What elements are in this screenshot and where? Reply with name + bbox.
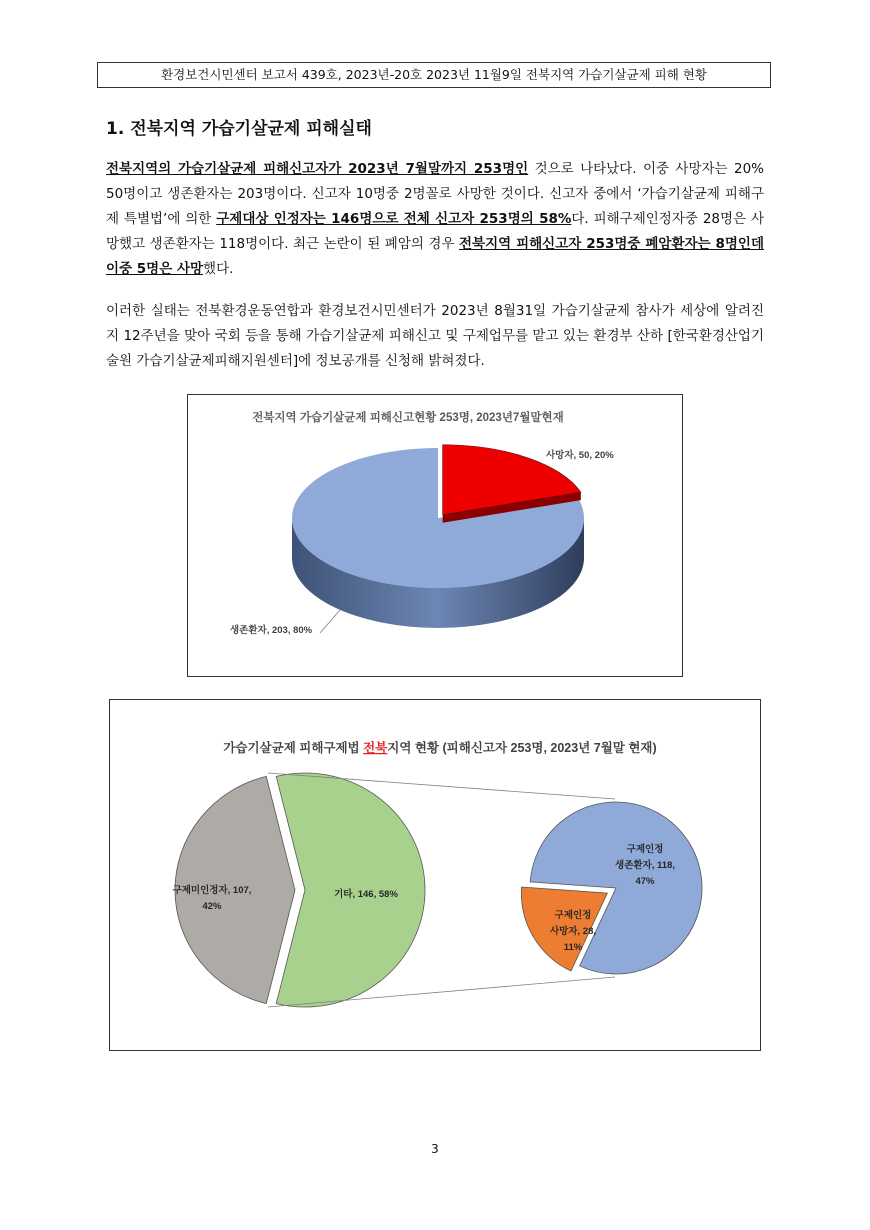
chart-title: 전북지역 가습기살균제 피해신고현황 253명, 2023년7월말현재	[252, 412, 564, 424]
section-title: 1. 전북지역 가습기살균제 피해실태	[106, 119, 372, 139]
pie-chart-reports	[187, 394, 683, 677]
label-line: 11%	[563, 942, 583, 953]
label-line: 구제인정	[626, 844, 664, 855]
label-line: 생존환자, 118,	[615, 860, 675, 871]
chart-title	[223, 740, 656, 755]
highlight-text: 전북지역의 가습기살균제 피해신고자가 2023년 7월말까지 253명인	[106, 161, 529, 177]
title-part: 지역 현황 (피해신고자 253명, 2023년 7월말 현재)	[387, 741, 657, 755]
label-line: 구제인정	[554, 910, 592, 921]
body-text: 다. 피해구제인정자중 28명은 사망했고 생존환자는 118명이다. 최근 논란이 된 폐암의 경우	[106, 211, 764, 252]
title-highlight: 전북	[363, 741, 388, 755]
label-line: 사망자, 28,	[549, 926, 597, 937]
report-header: 환경보건시민센터 보고서 439호, 2023년-20호 2023년 11월9일 전북지역 가습기살균제 피해 현황	[97, 62, 771, 88]
body-text: 했다.	[203, 261, 234, 277]
highlight-text: 구제대상 인정자는 146명으로 전체 신고자 253명의 58%	[216, 211, 572, 227]
label-line: 구제미인정자, 107,	[172, 885, 252, 896]
data-label-survivors: 생존환자, 203, 80%	[230, 625, 313, 636]
paragraph-2: 이러한 실태는 전북환경운동연합과 환경보건시민센터가 2023년 8월31일 가습기살균제 참사가 세상에 알려진 지 12주년을 맞아 국회 등을 통해 가습기살균제 피해신고 및 구제업무를 맡고 있는 환경부 산하 [한국환경산업기술원 가습기살균제피해지원센터]에 정보공개를 신청해 밝혀졌다.	[106, 303, 764, 369]
page-number: 3	[431, 1142, 439, 1156]
title-part: 가습기살균제 피해구제법	[223, 741, 364, 755]
pie-chart-reports-svg	[188, 395, 682, 676]
label-line: 47%	[635, 876, 655, 887]
data-label-deaths: 사망자, 50, 20%	[546, 450, 614, 461]
body-text: 것으로 나타났다. 이중 사망자는 20% 50명이고 생존환자는 203명이다. 신고자 10명중 2명꼴로 사망한 것이다. 신고자 중에서 ‘가습기살균제 피해구제 특별법’에 의한	[106, 161, 764, 227]
leader-line	[320, 610, 340, 633]
pie-of-pie-chart-relief	[109, 699, 761, 1051]
pie-of-pie-svg	[110, 700, 760, 1050]
paragraph-1	[106, 157, 764, 282]
data-label-other: 기타, 146, 58%	[334, 889, 398, 900]
label-line: 42%	[202, 901, 222, 912]
highlight-text: 전북지역 피해신고자 253명중 폐암환자는 8명인데 이중 5명은 사망	[106, 236, 765, 277]
